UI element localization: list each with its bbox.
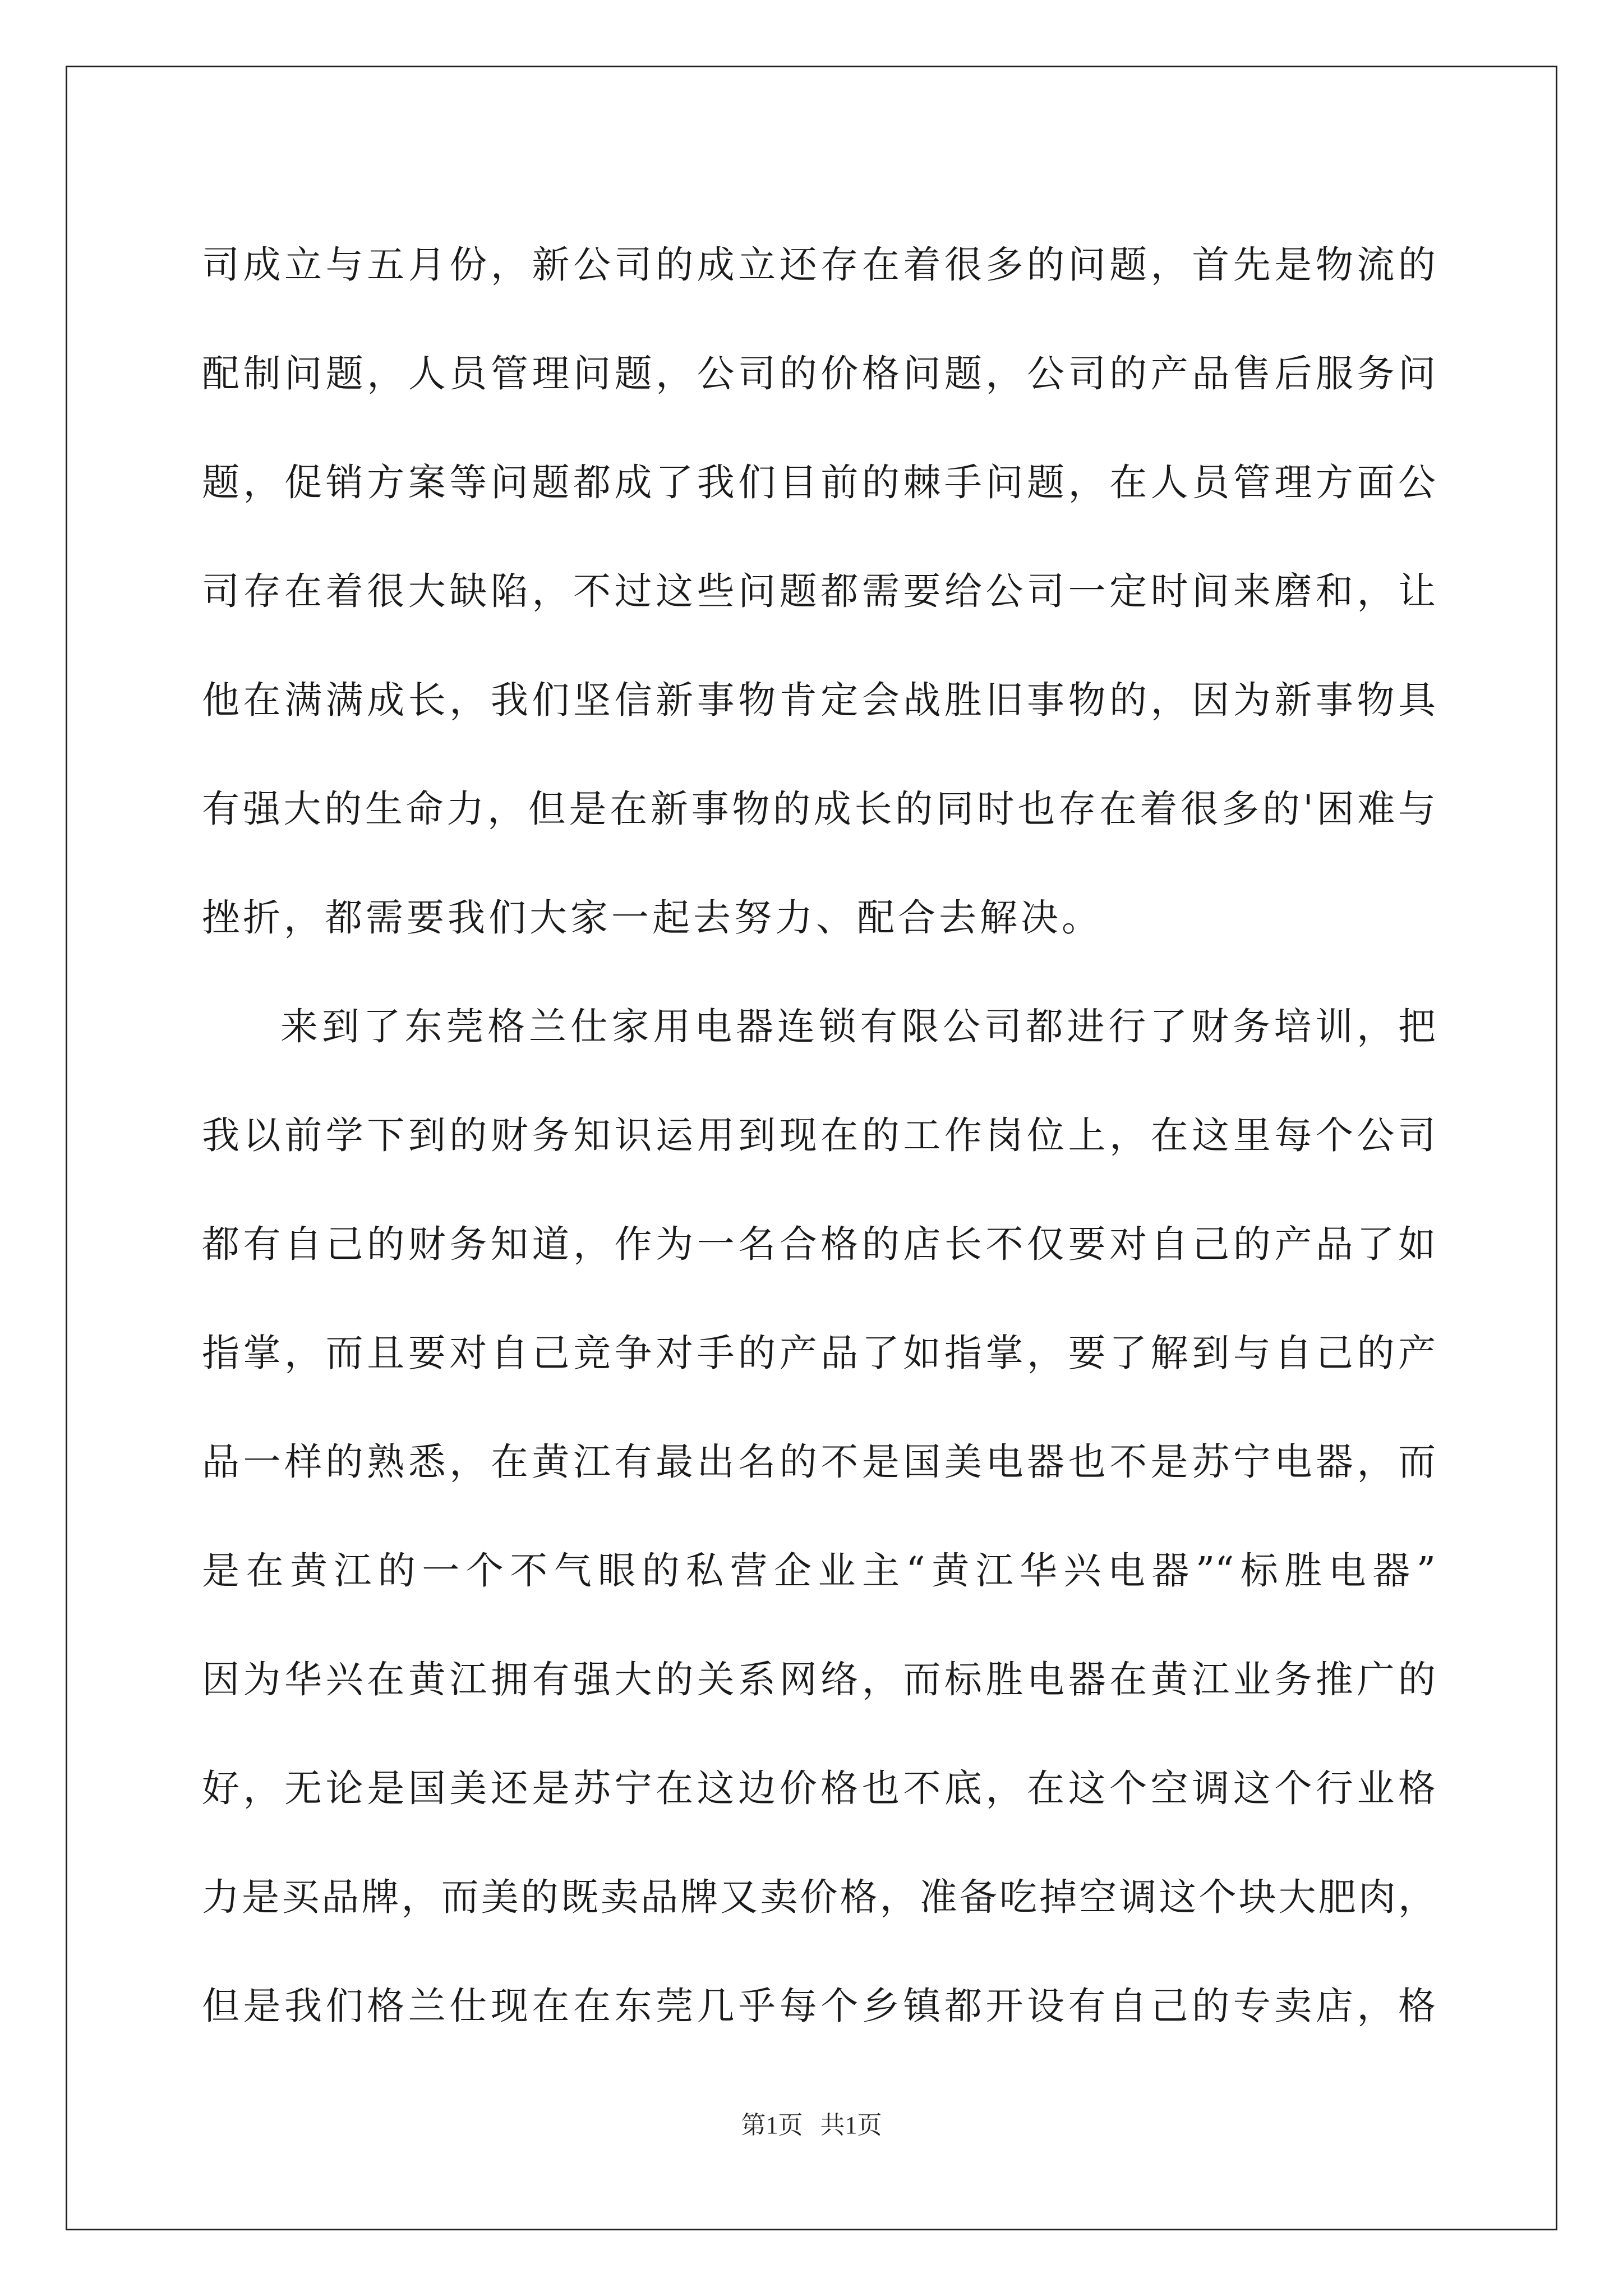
text-line: 但是我们格兰仕现在在东莞几乎每个乡镇都开设有自己的专卖店，格 [202,1984,1436,2028]
text-line: 题，促销方案等问题都成了我们目前的棘手问题，在人员管理方面公 [202,461,1436,504]
text-line: 力是买品牌，而美的既卖品牌又卖价格，准备吃掉空调这个块大肥肉， [202,1875,1436,1919]
text-line: 司成立与五月份，新公司的成立还存在着很多的问题，首先是物流的 [202,243,1436,287]
text-line: 是在黄江的一个不气眼的私营企业主“黄江华兴电器”“标胜电器” [202,1549,1436,1593]
text-line: 指掌，而且要对自己竞争对手的产品了如指掌，要了解到与自己的产 [202,1331,1436,1375]
text-line: 配制问题，人员管理问题，公司的价格问题，公司的产品售后服务问 [202,352,1436,395]
text-line: 品一样的熟悉，在黄江有最出名的不是国美电器也不是苏宁电器，而 [202,1440,1436,1484]
document-body [202,210,1436,2060]
page-footer [0,2105,1623,2141]
page-number-current: 第1页 [741,2111,803,2139]
paragraph-first-line: 来到了东莞格兰仕家用电器连锁有限公司都进行了财务培训，把 [280,1005,1436,1048]
text-line: 挫折，都需要我们大家一起去努力、配合去解决。 [202,896,1103,940]
text-line: 好，无论是国美还是苏宁在这边价格也不底，在这个空调这个行业格 [202,1766,1436,1810]
text-line: 他在满满成长，我们坚信新事物肯定会战胜旧事物的，因为新事物具 [202,678,1436,722]
text-line: 都有自己的财务知道，作为一名合格的店长不仅要对自己的产品了如 [202,1222,1436,1266]
text-line: 有强大的生命力，但是在新事物的成长的同时也存在着很多的'困难与 [202,787,1436,831]
text-line: 因为华兴在黄江拥有强大的关系网络，而标胜电器在黄江业务推广的 [202,1658,1436,1701]
text-line: 司存在着很大缺陷，不过这些问题都需要给公司一定时间来磨和，让 [202,569,1436,613]
page-number-total: 共1页 [820,2111,882,2139]
text-line: 我以前学下到的财务知识运用到现在的工作岗位上，在这里每个公司 [202,1114,1436,1157]
